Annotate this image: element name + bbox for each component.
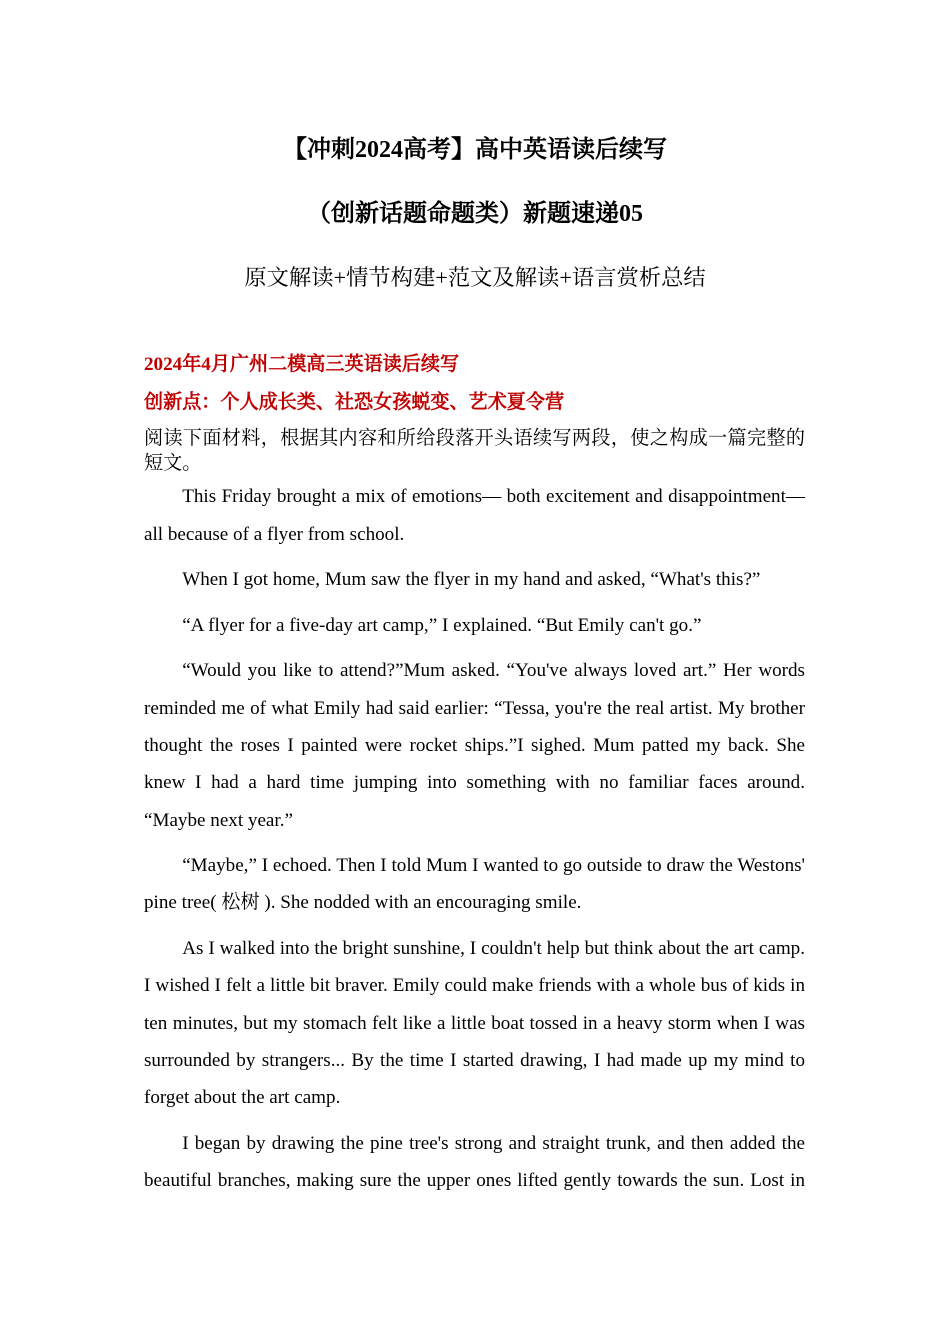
passage-paragraph-6: As I walked into the bright sunshine, I couldn't help but think about the art camp. I wished I felt a little bit braver. Emily could make friends with a whole bus of kids in ten minutes, but my stomach felt like a little boat tossed in a heavy storm when I was surrounded by strangers... By the time I started drawing, I had made up my mind to forget about the art camp. xyxy=(144,937,805,1109)
document-body xyxy=(144,310,805,1200)
document-title-line-2: （创新话题命题类）新题速递05 xyxy=(307,201,643,227)
document-header xyxy=(0,118,950,310)
passage-paragraph-1: This Friday brought a mix of emotions— both excitement and disappointment—all because of a flyer from school. xyxy=(144,486,805,545)
document-subtitle: 原文解读+情节构建+范文及解读+语言赏析总结 xyxy=(244,265,706,290)
passage-paragraph-7: I began by drawing the pine tree's strong and straight trunk, and then added the beautiful branches, making sure the upper ones lifted gently towards the sun. Lost in xyxy=(144,1132,805,1192)
exam-source-heading: 2024年4月广州二模高三英语读后续写 xyxy=(144,354,460,376)
passage-paragraph-5: “Maybe,” I echoed. Then I told Mum I wanted to go outside to draw the Westons' pine tree( 松树 ). She nodded with an encouraging smile. xyxy=(144,855,805,914)
task-instruction: 阅读下面材料，根据其内容和所给段落开头语续写两段，使之构成一篇完整的短文。 xyxy=(144,427,805,474)
innovation-heading: 创新点：个人成长类、社恐女孩蜕变、艺术夏令营 xyxy=(144,392,565,414)
passage-paragraph-3: “A flyer for a five-day art camp,” I explained. “But Emily can't go.” xyxy=(182,614,702,636)
document-title-line-1: 【冲刺2024高考】高中英语读后续写 xyxy=(283,137,667,163)
passage-paragraph-4: “Would you like to attend?”Mum asked. “You've always loved art.” Her words reminded me of what Emily had said earlier: “Tessa, you're the real artist. My brother thought the roses I painted were rocket ships.”I sighed. Mum patted my back. She knew I had a hard time jumping into something with no familiar faces around. “Maybe next year.” xyxy=(144,660,805,831)
passage-paragraph-2: When I got home, Mum saw the flyer in my hand and asked, “What's this?” xyxy=(182,569,761,591)
reading-passage xyxy=(144,478,805,1199)
